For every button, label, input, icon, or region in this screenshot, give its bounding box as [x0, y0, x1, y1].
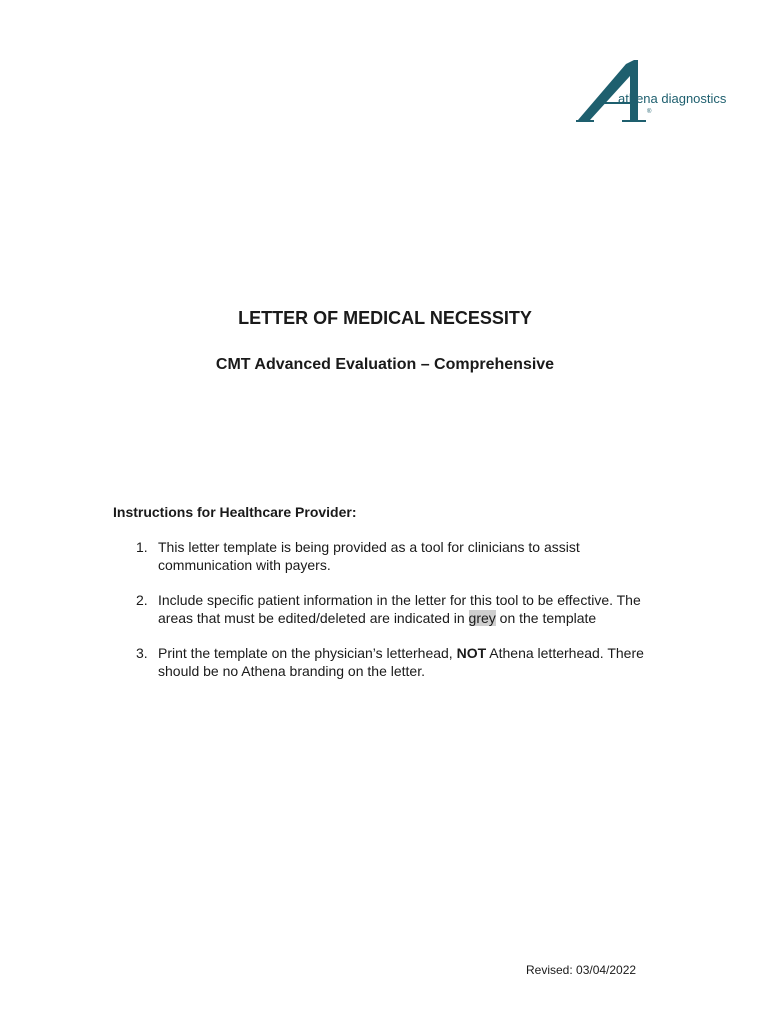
- item-number: 2.: [136, 592, 148, 608]
- item-text-after: Athena letterhead. There should be no Athena branding on the letter.: [158, 645, 644, 679]
- instruction-item-1: [113, 538, 673, 574]
- item-number: 3.: [136, 645, 148, 661]
- instruction-item-2: [113, 591, 673, 627]
- item-bold-not: NOT: [456, 645, 487, 661]
- item-text-before: Include specific patient information in the letter for this tool to be effective. The areas that must be edited/deleted are indicated in: [158, 592, 641, 626]
- item-text-before: Print the template on the physician’s letterhead,: [158, 645, 457, 661]
- instructions-heading: Instructions for Healthcare Provider:: [113, 504, 357, 520]
- instruction-item-3: [113, 644, 673, 680]
- athena-diagnostics-logo: [576, 58, 740, 124]
- registered-mark: ®: [647, 109, 652, 115]
- page-title: LETTER OF MEDICAL NECESSITY: [238, 308, 532, 328]
- instruction-list: [113, 538, 673, 697]
- item-text-after: on the template: [495, 610, 597, 626]
- logo-wordmark: athena diagnostics: [618, 91, 727, 106]
- page-subtitle: CMT Advanced Evaluation – Comprehensive: [215, 356, 555, 373]
- revised-date: Revised: 03/04/2022: [526, 963, 637, 977]
- item-number: 1.: [136, 539, 148, 555]
- item-text: This letter template is being provided as a tool for clinicians to assist communication with payers.: [158, 539, 580, 573]
- grey-highlight: grey: [468, 610, 496, 626]
